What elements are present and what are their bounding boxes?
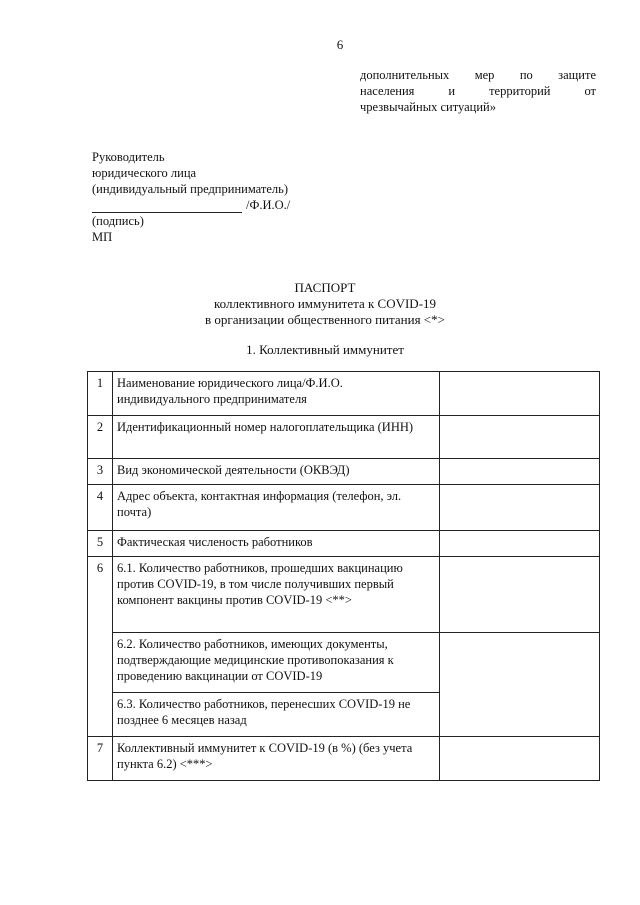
- signature-role-line-1: Руководитель: [92, 150, 165, 164]
- header-text: [360, 67, 596, 115]
- row-number: 3: [88, 459, 113, 485]
- row-number: 5: [88, 531, 113, 557]
- signature-block: [92, 149, 392, 245]
- document-title: [160, 280, 490, 328]
- row-number: 7: [88, 737, 113, 781]
- header-line-2: населения и территорий от: [360, 84, 596, 98]
- row-number: 6: [88, 557, 113, 737]
- title-line-1: ПАСПОРТ: [294, 280, 356, 295]
- row-value[interactable]: [440, 416, 600, 459]
- table-row: [88, 459, 600, 485]
- row-number: 4: [88, 485, 113, 531]
- table-row: [88, 372, 600, 416]
- row-value[interactable]: [440, 633, 600, 737]
- signature-fio: /Ф.И.О./: [246, 198, 291, 212]
- section-title: 1. Коллективный иммунитет: [246, 342, 404, 357]
- row-number: 2: [88, 416, 113, 459]
- table-row: [88, 557, 600, 633]
- table-row: [88, 485, 600, 531]
- row-label: Идентификационный номер налогоплательщика (ИНН): [113, 416, 440, 459]
- row-value[interactable]: [440, 372, 600, 416]
- signature-caption: (подпись): [92, 214, 144, 228]
- signature-role-line-3: (индивидуальный предприниматель): [92, 182, 288, 196]
- table-row: [88, 633, 600, 693]
- row-label: Адрес объекта, контактная информация (телефон, эл. почта): [113, 485, 440, 531]
- row-label: Наименование юридического лица/Ф.И.О. индивидуального предпринимателя: [113, 372, 440, 416]
- table-row: [88, 416, 600, 459]
- header-line-1: дополнительных мер по защите: [360, 68, 596, 82]
- signature-underline: [92, 198, 242, 213]
- table-row: [88, 531, 600, 557]
- row-label: Вид экономической деятельности (ОКВЭД): [113, 459, 440, 485]
- table-row: [88, 737, 600, 781]
- signature-role-line-2: юридического лица: [92, 166, 197, 180]
- row-label: 6.3. Количество работников, перенесших COVID-19 не позднее 6 месяцев назад: [113, 693, 440, 737]
- row-label: Коллективный иммунитет к COVID-19 (в %) (без учета пункта 6.2) <***>: [113, 737, 440, 781]
- title-line-2: коллективного иммунитета к COVID-19: [213, 296, 437, 311]
- row-value[interactable]: [440, 459, 600, 485]
- row-value[interactable]: [440, 737, 600, 781]
- row-value[interactable]: [440, 531, 600, 557]
- title-line-3: в организации общественного питания <*>: [205, 312, 445, 327]
- passport-table: [87, 371, 600, 781]
- stamp-place: МП: [92, 230, 113, 244]
- page-number: 6: [336, 37, 344, 52]
- header-line-3: чрезвычайных ситуаций»: [360, 100, 496, 114]
- row-label: 6.2. Количество работников, имеющих документы, подтверждающие медицинские противопоказания к проведению вакцинации от COVID-19: [113, 633, 440, 693]
- row-value[interactable]: [440, 485, 600, 531]
- row-value[interactable]: [440, 557, 600, 633]
- row-label: 6.1. Количество работников, прошедших вакцинацию против COVID-19, в том числе получивших первый компонент вакцины против COVID-19 <**>: [113, 557, 440, 633]
- row-label: Фактическая численость работников: [113, 531, 440, 557]
- signature-line: [92, 197, 392, 213]
- row-number: 1: [88, 372, 113, 416]
